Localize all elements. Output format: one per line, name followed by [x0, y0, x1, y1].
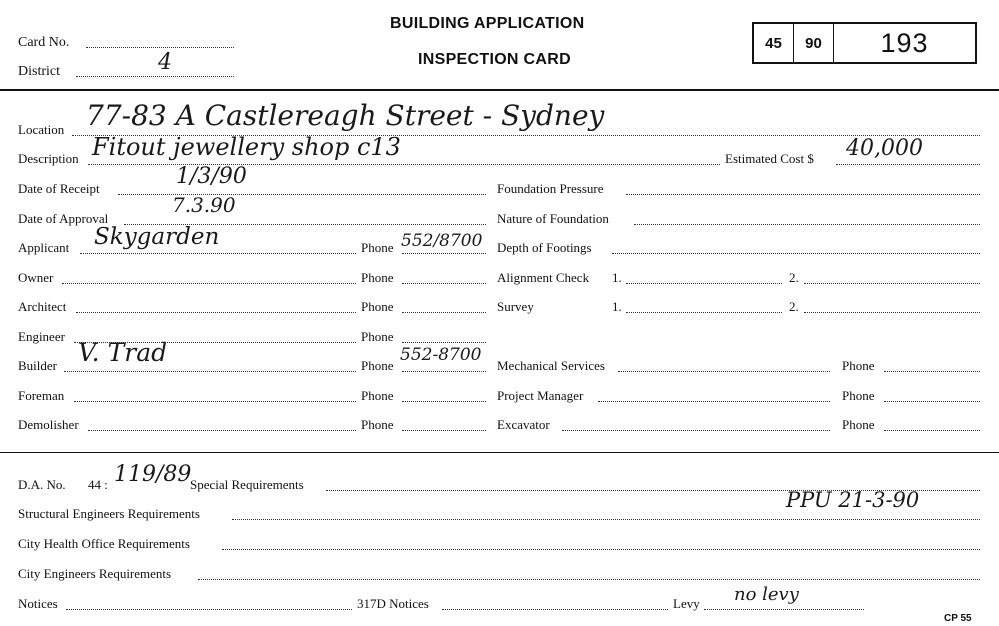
- depth-of-footings-label: Depth of Footings: [497, 240, 592, 255]
- foreman-phone-field[interactable]: [402, 401, 486, 402]
- alignment-check-label: Alignment Check: [497, 270, 590, 285]
- project-manager-phone-field[interactable]: [884, 401, 980, 402]
- owner-label: Owner: [18, 270, 54, 285]
- applicant-label: Applicant: [18, 240, 70, 255]
- date-of-receipt-label: Date of Receipt: [18, 181, 100, 196]
- alignment-1-label: 1.: [612, 270, 622, 285]
- location-value: 77-83 A Castlereagh Street - Sydney: [86, 99, 605, 132]
- survey-1-label: 1.: [612, 299, 622, 314]
- da-value: 119/89: [114, 462, 192, 487]
- da-prefix: 44 :: [88, 477, 108, 492]
- levy-label: Levy: [673, 596, 700, 611]
- notices-317d-field[interactable]: [442, 609, 668, 610]
- card-no-label: Card No.: [18, 35, 70, 50]
- district-field[interactable]: [76, 76, 234, 77]
- depth-of-footings-field[interactable]: [612, 253, 980, 254]
- location-label: Location: [18, 122, 65, 137]
- applicant-phone-label: Phone: [361, 240, 394, 255]
- header-divider: [0, 89, 999, 91]
- ppu-note: PPU 21-3-90: [786, 488, 920, 512]
- mechanical-phone-field[interactable]: [884, 371, 980, 372]
- date-of-approval-value: 7.3.90: [172, 193, 236, 217]
- excavator-phone-field[interactable]: [884, 430, 980, 431]
- estimated-cost-field[interactable]: [836, 164, 980, 165]
- id-part2: 90: [794, 24, 834, 62]
- excavator-label: Excavator: [497, 417, 550, 432]
- da-no-label: D.A. No.: [18, 477, 66, 492]
- district-label: District: [18, 64, 60, 79]
- notices-label: Notices: [18, 596, 58, 611]
- builder-label: Builder: [18, 358, 57, 373]
- foundation-pressure-label: Foundation Pressure: [497, 181, 604, 196]
- engineer-phone-label: Phone: [361, 329, 394, 344]
- section-divider: [0, 452, 999, 453]
- applicant-field[interactable]: [80, 253, 356, 254]
- structural-requirements-field[interactable]: [232, 519, 980, 520]
- id-number: 193: [880, 27, 929, 58]
- owner-field[interactable]: [62, 283, 356, 284]
- date-of-receipt-value: 1/3/90: [176, 164, 247, 189]
- architect-phone-label: Phone: [361, 299, 394, 314]
- foreman-phone-label: Phone: [361, 388, 394, 403]
- engineer-label: Engineer: [18, 329, 65, 344]
- alignment-1-field[interactable]: [626, 283, 782, 284]
- description-label: Description: [18, 151, 79, 166]
- district-value: 4: [158, 50, 172, 75]
- excavator-field[interactable]: [562, 430, 830, 431]
- form-code: CP 55: [944, 613, 972, 624]
- engineers-requirements-label: City Engineers Requirements: [18, 566, 172, 581]
- applicant-phone-field[interactable]: [402, 253, 486, 254]
- alignment-2-label: 2.: [789, 270, 799, 285]
- survey-2-field[interactable]: [804, 312, 980, 313]
- builder-phone-value: 552-8700: [400, 345, 482, 365]
- levy-value: no levy: [734, 584, 799, 605]
- foundation-pressure-field[interactable]: [626, 194, 980, 195]
- mechanical-services-field[interactable]: [618, 371, 830, 372]
- owner-phone-label: Phone: [361, 270, 394, 285]
- foreman-field[interactable]: [74, 401, 356, 402]
- nature-of-foundation-label: Nature of Foundation: [497, 211, 609, 226]
- architect-field[interactable]: [76, 312, 356, 313]
- excavator-phone-label: Phone: [842, 417, 875, 432]
- mechanical-phone-label: Phone: [842, 358, 875, 373]
- estimated-cost-label: Estimated Cost $: [725, 151, 814, 166]
- title-line1: BUILDING APPLICATION: [390, 15, 585, 32]
- nature-of-foundation-field[interactable]: [634, 224, 980, 225]
- architect-phone-field[interactable]: [402, 312, 486, 313]
- foreman-label: Foreman: [18, 388, 65, 403]
- id-box: [752, 22, 977, 64]
- architect-label: Architect: [18, 299, 67, 314]
- owner-phone-field[interactable]: [402, 283, 486, 284]
- builder-phone-field[interactable]: [402, 371, 486, 372]
- builder-value: V. Trad: [78, 338, 168, 367]
- applicant-phone-value: 552/8700: [401, 231, 483, 251]
- health-requirements-field[interactable]: [222, 549, 980, 550]
- health-requirements-label: City Health Office Requirements: [18, 536, 190, 551]
- date-of-approval-label: Date of Approval: [18, 211, 109, 226]
- estimated-cost-value: 40,000: [846, 136, 923, 161]
- engineers-requirements-field[interactable]: [198, 579, 980, 580]
- special-requirements-label: Special Requirements: [190, 477, 304, 492]
- mechanical-services-label: Mechanical Services: [497, 358, 605, 373]
- survey-2-label: 2.: [789, 299, 799, 314]
- levy-field[interactable]: [704, 609, 864, 610]
- applicant-value: Skygarden: [94, 224, 220, 250]
- structural-requirements-label: Structural Engineers Requirements: [18, 506, 200, 521]
- alignment-2-field[interactable]: [804, 283, 980, 284]
- project-manager-label: Project Manager: [497, 388, 584, 403]
- description-value: Fitout jewellery shop c13: [92, 133, 401, 161]
- title-line2: INSPECTION CARD: [418, 51, 571, 68]
- builder-phone-label: Phone: [361, 358, 394, 373]
- engineer-phone-field[interactable]: [402, 342, 486, 343]
- card-no-field[interactable]: [86, 47, 234, 48]
- demolisher-label: Demolisher: [18, 417, 79, 432]
- notices-317d-label: 317D Notices: [357, 596, 429, 611]
- demolisher-field[interactable]: [88, 430, 356, 431]
- survey-label: Survey: [497, 299, 534, 314]
- survey-1-field[interactable]: [626, 312, 782, 313]
- builder-field[interactable]: [64, 371, 356, 372]
- notices-field[interactable]: [66, 609, 352, 610]
- project-manager-field[interactable]: [598, 401, 830, 402]
- id-part1: 45: [754, 24, 794, 62]
- demolisher-phone-field[interactable]: [402, 430, 486, 431]
- demolisher-phone-label: Phone: [361, 417, 394, 432]
- project-manager-phone-label: Phone: [842, 388, 875, 403]
